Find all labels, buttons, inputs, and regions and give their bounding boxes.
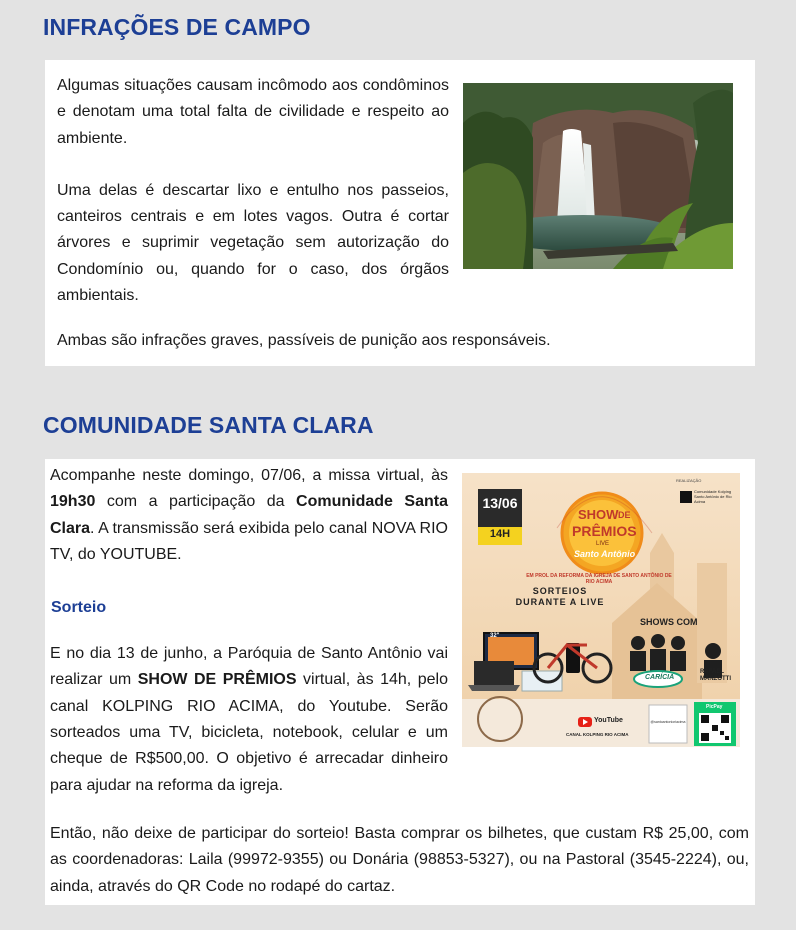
poster-singer-1: CARÍCIA [645, 674, 675, 681]
poster-realizacao: REALIZAÇÃO [676, 478, 702, 483]
poster-arc-text: EM PROL DA REFORMA DA IGREJA DE SANTO ANTÔNIO DE RIO ACIMA [526, 573, 672, 585]
poster-time: 14H [489, 528, 511, 540]
section-title-infracoes: INFRAÇÕES DE CAMPO [43, 14, 311, 40]
poster-de: DE [618, 510, 631, 520]
poster-youtube: YouTube [594, 717, 623, 724]
text-bold: SHOW DE PRÊMIOS [137, 671, 297, 689]
text-bold: 19h30 [50, 493, 96, 511]
paragraph: Ambas são infrações graves, passíveis de punição aos responsáveis. [57, 332, 551, 349]
poster-picpay: PicPay [706, 704, 723, 710]
text: E no dia 13 de junho, a Paróquia de Santo Antônio vai realizar um [50, 645, 448, 689]
text: com a participação da [95, 493, 297, 511]
paragraph: Então, não deixe de participar do sorteio! Basta comprar os bilhetes, que custam R$ 25,00, com as coordenadoras: Laila (99972-9355) ou Donária (98853-5327), ou na Pastoral (3545-2224), ou, ainda, através do QR Code no rodapé do cartaz. [50, 825, 749, 895]
poster-show: SHOW [578, 507, 619, 522]
section-title-santa-clara: COMUNIDADE SANTA CLARA [43, 412, 374, 438]
text: Acompanhe neste domingo, 07/06, a missa virtual, às [50, 467, 448, 484]
paragraph [50, 641, 448, 799]
poster-durante: DURANTE A LIVE [515, 597, 605, 607]
poster-shows-com: SHOWS COM [640, 617, 698, 627]
paragraph: Algumas situações causam incômodo aos condôminos e denotam uma total falta de civilidade e respeito ao ambiente. [57, 77, 449, 147]
text: virtual, às 14h, pelo canal KOLPING RIO ACIMA, do Youtube. Serão sorteados uma TV, bicicleta, notebook, celular e um cheque de R$500,00. O objetivo é arrecadar dinheiro para ajudar na reforma da igreja. [50, 671, 448, 794]
show-de-premios-poster [462, 473, 740, 747]
poster-tv-size: 32" [490, 633, 500, 639]
poster-live: LIVE [596, 541, 610, 547]
poster-canal: CANAL KOLPING RIO ACIMA [566, 732, 629, 737]
waterfall-photo [463, 83, 733, 269]
subtitle-sorteio: Sorteio [51, 599, 107, 617]
poster-kolping: Comunidade Kolping Santo Antônio de Rio Acima [694, 489, 732, 504]
poster-instagram: @santoantonioriacima [650, 720, 686, 724]
paragraph: Uma delas é descartar lixo e entulho nos passeios, canteiros centrais e em lotes vagos. Outra é cortar árvores e suprimir vegetação sem autorização do Condomínio ou, quando for o caso, dos órgãos ambientais. [57, 181, 449, 305]
poster-premios: PRÊMIOS [572, 523, 637, 539]
paragraph [50, 463, 448, 568]
text: . A transmissão será exibida pelo canal NOVA RIO TV, do YOUTUBE. [50, 519, 448, 563]
poster-santo: Santo Antônio [574, 549, 636, 559]
poster-date: 13/06 [482, 495, 518, 511]
poster-sorteios: SORTEIOS [532, 586, 588, 596]
text-bold: Comunidade Santa Clara [50, 493, 449, 537]
poster-singer-2: RAFAEL MANZOTTI [700, 669, 731, 682]
